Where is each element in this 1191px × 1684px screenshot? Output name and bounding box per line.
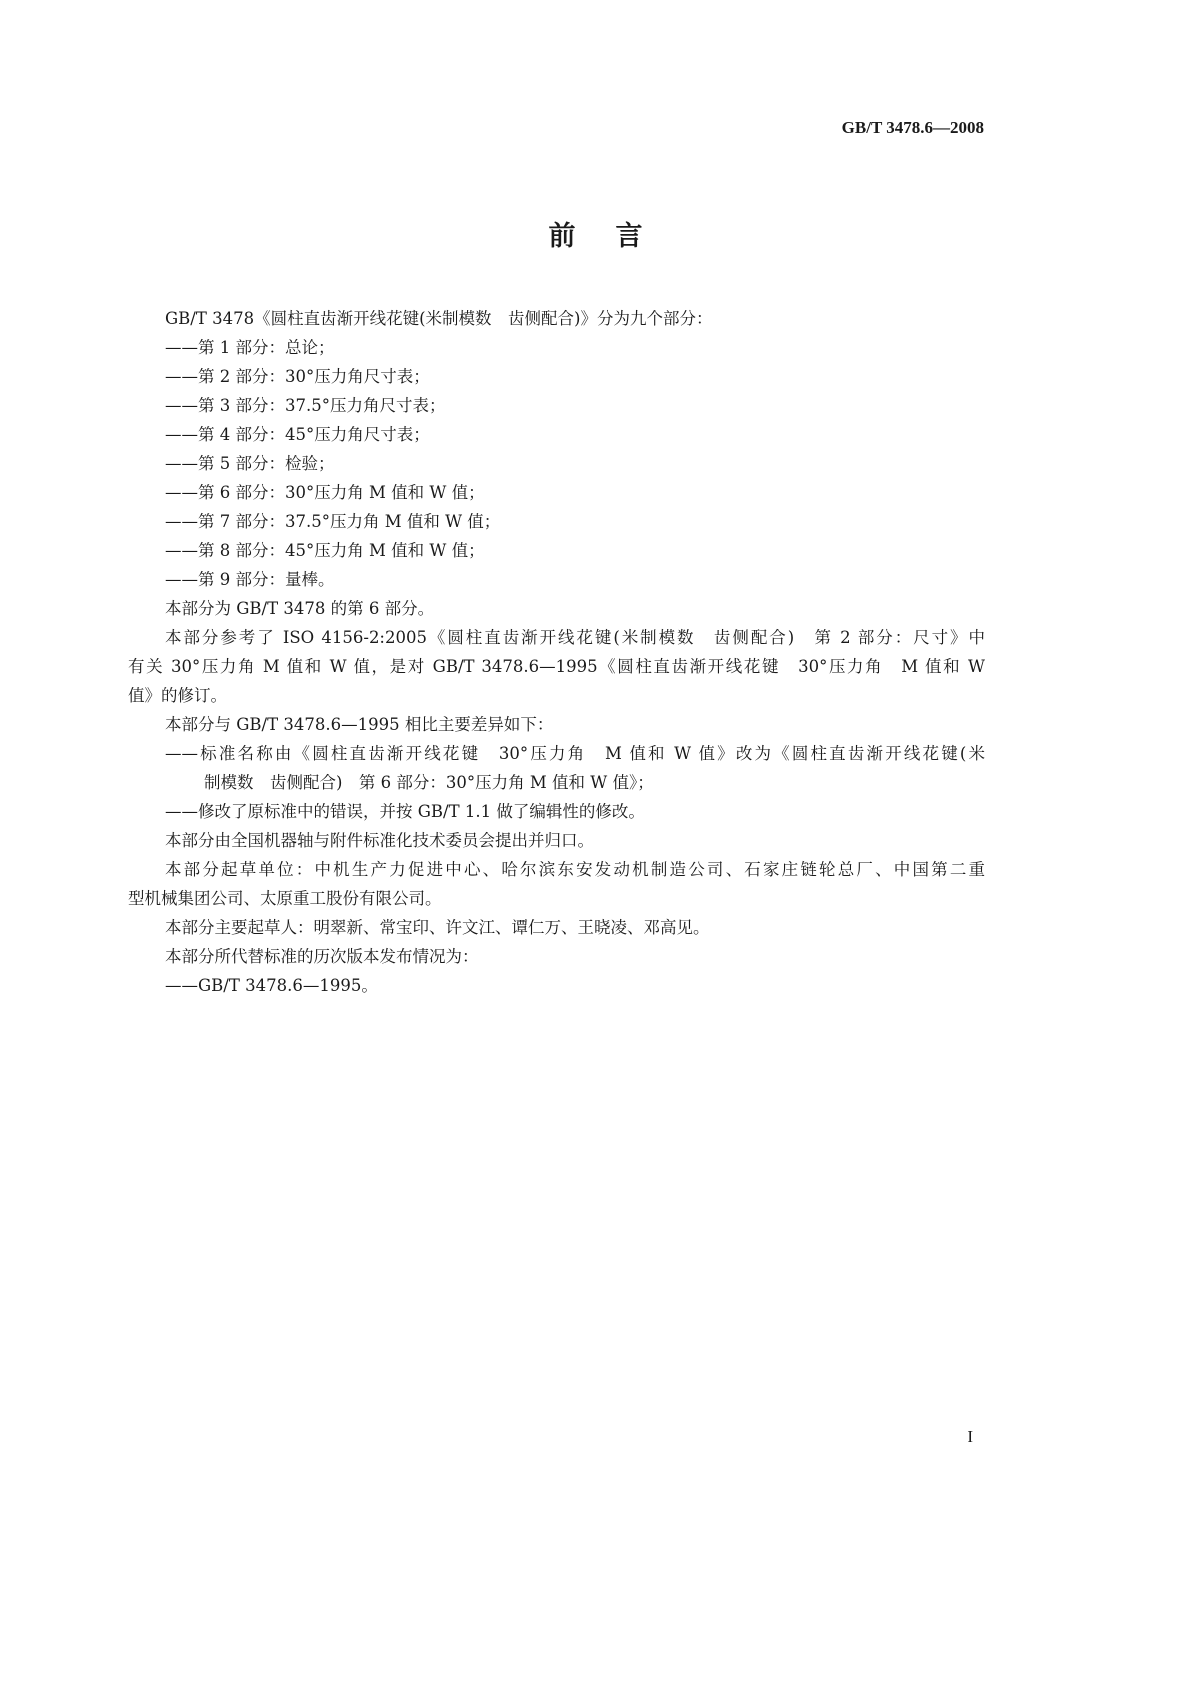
page-number: I	[967, 1427, 973, 1446]
text-line: ——第 1 部分：总论；	[165, 338, 335, 357]
page-title: 前言	[548, 221, 683, 252]
text-line: ——第 9 部分：量棒。	[165, 570, 335, 589]
text-line: ——标准名称由《圆柱直齿渐开线花键 30°压力角 M 值和 W 值》改为《圆柱直齿渐开线花键(米	[165, 744, 985, 763]
text-line: 本部分为 GB/T 3478 的第 6 部分。	[165, 599, 435, 618]
text-line: ——第 2 部分：30°压力角尺寸表；	[165, 367, 430, 386]
text-line: 型机械集团公司、太原重工股份有限公司。	[128, 889, 442, 908]
text-line: 有关 30°压力角 M 值和 W 值，是对 GB/T 3478.6—1995《圆柱直齿渐开线花键 30°压力角 M 值和 W	[128, 657, 985, 676]
text-line: ——第 4 部分：45°压力角尺寸表；	[165, 425, 430, 444]
foreword-body	[128, 304, 985, 1000]
text-line: ——第 8 部分：45°压力角 M 值和 W 值；	[165, 541, 485, 560]
text-line: 本部分与 GB/T 3478.6—1995 相比主要差异如下：	[165, 715, 554, 734]
text-line: 本部分所代替标准的历次版本发布情况为：	[165, 947, 479, 966]
text-line: ——GB/T 3478.6—1995。	[165, 976, 378, 995]
text-line: ——修改了原标准中的错误，并按 GB/T 1.1 做了编辑性的修改。	[165, 802, 645, 821]
text-line: ——第 5 部分：检验；	[165, 454, 335, 473]
text-line: ——第 7 部分：37.5°压力角 M 值和 W 值；	[165, 512, 501, 531]
text-line: 本部分主要起草人：明翠新、常宝印、许文江、谭仁万、王晓凌、邓高见。	[165, 918, 710, 937]
text-line: ——第 3 部分：37.5°压力角尺寸表；	[165, 396, 446, 415]
text-line: 本部分起草单位：中机生产力促进中心、哈尔滨东安发动机制造公司、石家庄链轮总厂、中国第二重	[165, 860, 985, 879]
standard-number: GB/T 3478.6—2008	[841, 118, 984, 137]
text-line: 本部分参考了 ISO 4156-2:2005《圆柱直齿渐开线花键(米制模数 齿侧配合) 第 2 部分：尺寸》中	[165, 628, 985, 647]
text-line: 本部分由全国机器轴与附件标准化技术委员会提出并归口。	[165, 831, 594, 850]
text-line: 制模数 齿侧配合) 第 6 部分：30°压力角 M 值和 W 值》；	[204, 773, 654, 792]
text-line: GB/T 3478《圆柱直齿渐开线花键(米制模数 齿侧配合)》分为九个部分：	[165, 309, 713, 328]
text-line: ——第 6 部分：30°压力角 M 值和 W 值；	[165, 483, 485, 502]
text-line: 值》的修订。	[128, 686, 227, 705]
